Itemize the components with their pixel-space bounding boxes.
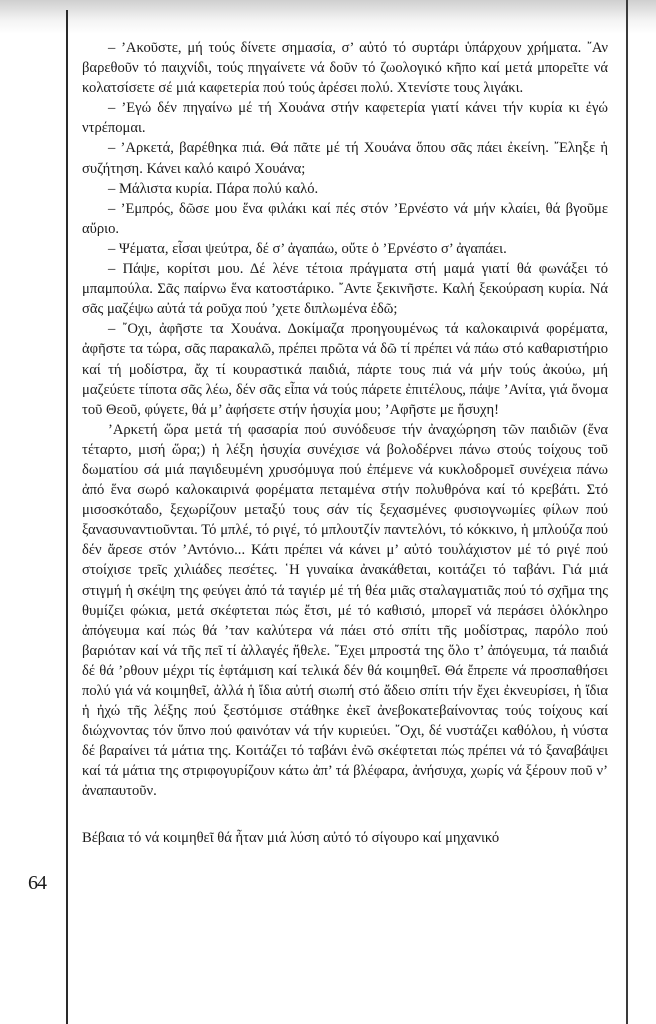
paragraph: ’Αρκετή ὥρα μετά τή φασαρία πού συνόδευσε τήν ἀναχώρηση τῶν παιδιῶν (ἕνα τέταρτο, μισή ὥρα;) ἡ λέξη ἡσυχία συνέχισε νά βολοδέρνει πάνω στούς τοίχους τοῦ δωματίου σά μιά παγιδευμένη χρυσόμυγα πού ἐπέμενε νά κυκλοδρομεῖ συνέχεια πάνω ἀπό ἕνα σωρό καλοκαιρινά φορέματα πεταμένα στήν πολυθρόνα καί τό κρεβάτι. Στό μισοσκόταδο, ξεχωρίζουν μεταξύ τους σάν τίς ξεχασμένες φυσιογνωμίες φίλων πού ξανασυναντιοῦνται. Τό μπλέ, τό ριγέ, τό μπλουτζίν παντελόνι, τό κόκκινο, ἡ μπλούζα πού δέν ἄρεσε στόν ’Αντόνιο... Κάτι πρέπει νά κάνει μ’ αὐτό τουλάχιστον μέ τό ριγέ πού στοίχισε τρεῖς χιλιάδες πεσέτες. ῾Η γυναίκα ἀνακάθεται, κοιτάζει τό ταβάνι. Γιά μιά στιγμή ἡ σκέψη της φεύγει ἀπό τά ταγιέρ μέ τή θέα μιᾶς σταλαγματιᾶς πού τό σχῆμα της θυμίζει φώκια, μετά σκέφτεται πώς ἔτσι, μέ τό καθισιό, μπορεῖ νά περάσει ὁλόκληρο ἀπόγευμα καί πώς θά ’ταν καλύτερα νά πάει στό σπίτι τῆς μοδίστρας, παρόλο πού βαριόταν καί νά τῆς πεῖ τί ἀλλαγές ἤθελε. ῎Εχει μπροστά της ὅλο τ’ ἀπόγευμα, τά παιδιά δέ θά ’ρθουν μέχρι τίς ἑφτάμιση καί τελικά δέν θά κοιμηθεῖ. Θά ἔπρεπε νά προσπαθήσει πολύ γιά νά κοιμηθεῖ, ἀλλά ἡ ἴδια αὐτή σιωπή στό ἄδειο σπίτι τήν ἔχει ἐκνευρίσει, ἡ ἴδια ἡ ἠχώ τῆς λέξης πού ξεστόμισε στάθηκε ἐκεῖ ἀνεβοκατεβαίνοντας τούς τοίχους καί διώχνοντας τόν ὕπνο πού φαινόταν νά τήν κυριεύει. ῎Οχι, δέ νυστάζει καθόλου, ἡ νύστα δέ βαραίνει τά μάτια της. Κοιτάζει τό ταβάνι ἐνῶ σκέφτεται πώς πρέπει νά τό ξαναβάψει καί τά μάτια της στριφογυρίζουν κάτω ἀπ’ τά βλέφαρα, ἀνήσυχα, χωρίς νά ξέρουν ποῦ ν’ ἀναπαυτοῦν. <box>82 421 608 800</box>
gutter-line <box>66 10 68 1024</box>
tail-paragraph: Βέβαια τό νά κοιμηθεῖ θά ἦταν μιά λύση αὐτό τό σίγουρο καί μηχανικό <box>82 829 500 846</box>
paragraph: – ’Εμπρός, δῶσε μου ἕνα φιλάκι καί πές στόν ’Ερνέστο νά μήν κλαίει, θά βγοῦμε αὔριο. <box>82 200 608 237</box>
page-edge-line <box>626 0 628 1024</box>
paragraph: – ’Ακοῦστε, μή τούς δίνετε σημασία, σ’ αὐτό τό συρτάρι ὑπάρχουν χρήματα. ῎Αν βαρεθοῦν τό παιχνίδι, τούς πηγαίνετε νά δοῦν τό ζωολογικό κῆπο καί μετά μπορεῖτε νά κολατσίσετε σέ μιά καφετερία πού τούς ἀρέσει πολύ. Χτενίστε τους λιγάκι. <box>82 40 608 97</box>
page-top-edge <box>0 0 656 34</box>
paragraph: – ῎Οχι, ἀφῆστε τα Χουάνα. Δοκίμαζα προηγουμένως τά καλοκαιρινά φορέματα, ἀφῆστε τα τώρα, σᾶς παρακαλῶ, πρέπει πρῶτα νά δῶ τί πρέπει νά πάω στό καθαριστήριο καί τή μοδίστρα, ἄχ τί κουραστικά παιδιά, πάρτε τους πιά νά μήν τούς ἀκούω, μή μαζεύετε τίποτα σᾶς λέω, δέν σᾶς εἶπα νά τούς πάρετε ἐπιτέλους, πάψε ’Ανίτα, γιά ὄνομα τοῦ Θεοῦ, φύγετε, θά μ’ ἀφήσετε στήν ἡσυχία μου; ’Αφῆστε με ἥσυχη! <box>82 321 608 418</box>
paragraph: – ’Αρκετά, βαρέθηκα πιά. Θά πᾶτε μέ τή Χουάνα ὅπου σᾶς πάει ἐκείνη. ῎Εληξε ἡ συζήτηση. Κάνει καλό καιρό Χουάνα; <box>82 140 608 177</box>
paragraph: – Μάλιστα κυρία. Πάρα πολύ καλό. <box>108 180 319 197</box>
paragraph: – ’Εγώ δέν πηγαίνω μέ τή Χουάνα στήν καφετερία γιατί κάνει τήν κυρία κι ἐγώ ντρέπομαι. <box>82 100 608 137</box>
paragraph: – Πάψε, κορίτσι μου. Δέ λένε τέτοια πράγματα στή μαμά γιατί θά φωνάξει τό μπαμπούλα. Σᾶς παίρνω ἕνα κατοστάρικο. ῎Αντε ξεκινῆστε. Καλή ξεκούραση κυρία. Νά σᾶς μαζέψω αὐτά τά ροῦχα πού ’χετε διπλωμένα ἐδῶ; <box>82 261 608 318</box>
page-number: 64 <box>28 872 46 894</box>
body-text <box>82 38 608 848</box>
paragraph: – Ψέματα, εἶσαι ψεύτρα, δέ σ’ ἀγαπάω, οὔτε ὁ ’Ερνέστο σ’ ἀγαπάει. <box>108 240 507 257</box>
